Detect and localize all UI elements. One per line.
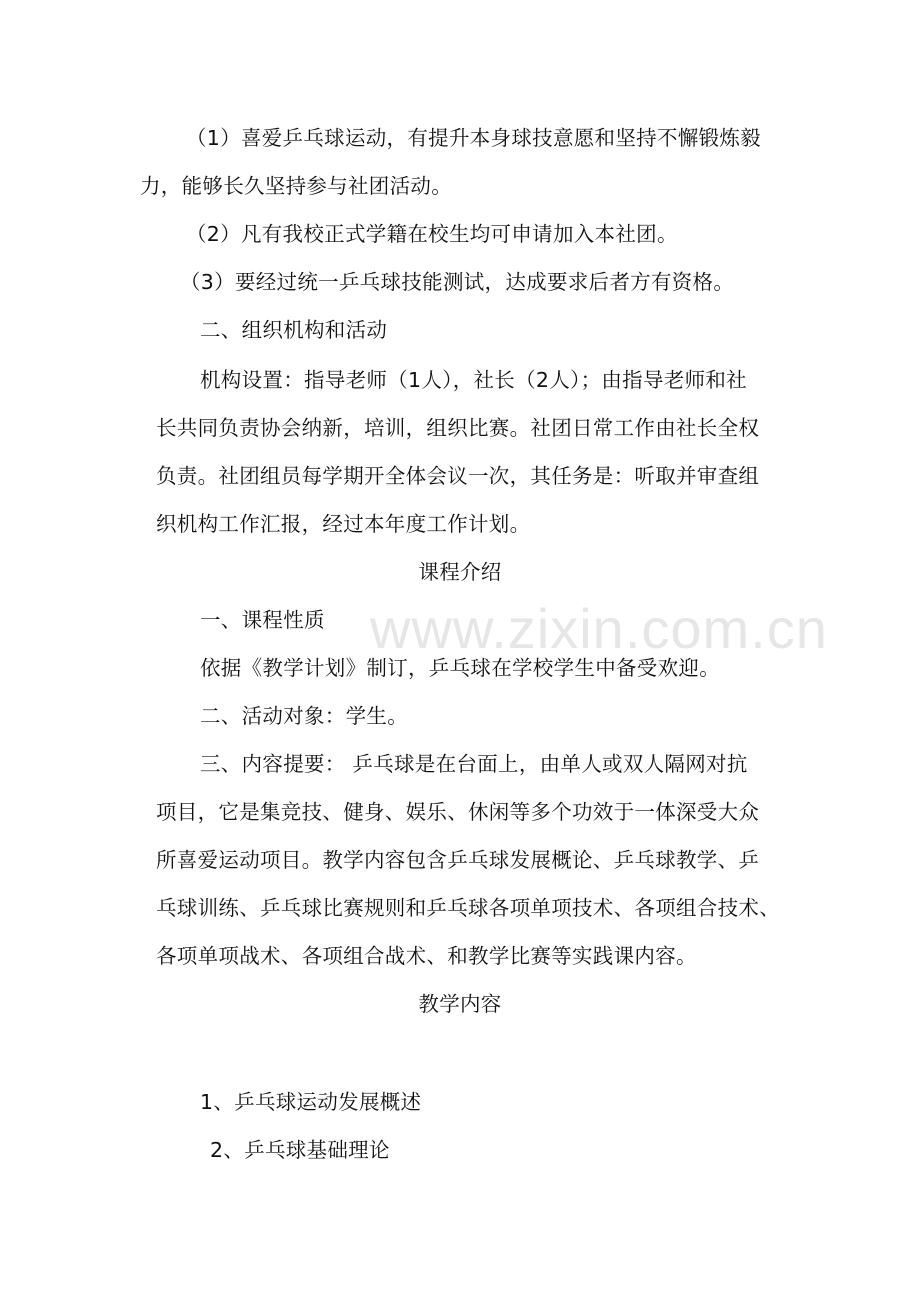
- section-heading-target: 二、活动对象：学生。: [200, 704, 408, 728]
- watermark: www.zixin.com.cn: [370, 597, 828, 660]
- text-line-8: 负责。社团组员每学期开全体会议一次，其任务是：听取并审查组: [156, 464, 760, 488]
- heading-teaching-content: 教学内容: [418, 992, 502, 1016]
- heading-course-intro: 课程介绍: [418, 560, 502, 584]
- list-item-1: 1、乒乓球运动发展概述: [200, 1090, 422, 1114]
- text-line-9: 织机构工作汇报，经过本年度工作计划。: [156, 512, 531, 536]
- text-line-15: 项目，它是集竞技、健身、娱乐、休闲等多个功效于一体深受大众: [156, 800, 760, 824]
- text-line-2: 力，能够长久坚持参与社团活动。: [140, 174, 452, 198]
- text-line-3: （2）凡有我校正式学籍在校生均可申请加入本社团。: [186, 222, 678, 246]
- text-line-7: 长共同负责协会纳新，培训，组织比赛。社团日常工作由社长全权: [156, 416, 760, 440]
- list-item-2: 2、乒乓球基础理论: [210, 1138, 390, 1162]
- text-line-6: 机构设置：指导老师（1人），社长（2人）；由指导老师和社: [200, 368, 747, 392]
- text-line-16: 所喜爱运动项目。教学内容包含乒乓球发展概论、乒乓球教学、乒: [156, 848, 760, 872]
- section-heading-course-nature: 一、课程性质: [200, 608, 325, 632]
- text-line-12: 依据《教学计划》制订，乒乓球在学校学生中备受欢迎。: [200, 656, 720, 680]
- text-line-17: 乓球训练、乒乓球比赛规则和乒乓球各项单项技术、各项组合技术、: [156, 896, 780, 920]
- section-heading-content: 三、内容提要： 乒乓球是在台面上，由单人或双人隔网对抗: [200, 752, 748, 776]
- section-heading-organization: 二、组织机构和活动: [200, 318, 388, 342]
- text-line-4: （3）要经过统一乒乓球技能测试，达成要求后者方有资格。: [180, 270, 735, 294]
- text-line-18: 各项单项战术、各项组合战术、和教学比赛等实践课内容。: [156, 944, 697, 968]
- text-line-1: （1）喜爱乒乓球运动，有提升本身球技意愿和坚持不懈锻炼毅: [186, 126, 761, 150]
